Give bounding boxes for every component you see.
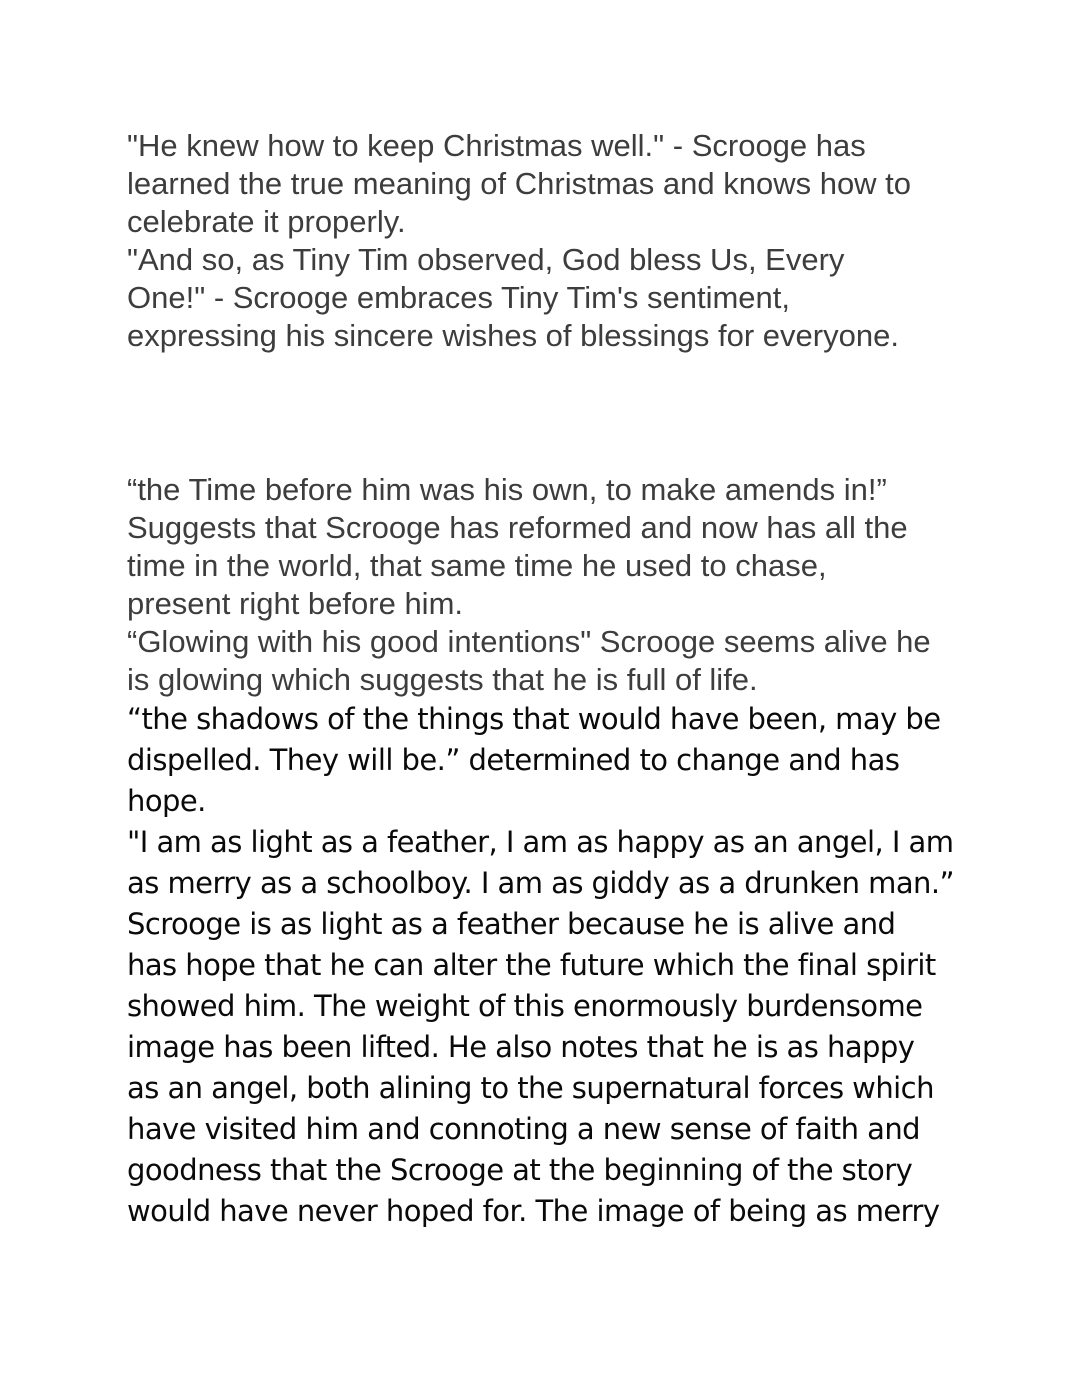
text-line: image has been lifted. He also notes that he is as happy — [127, 1030, 915, 1064]
text-line: present right before him. — [127, 586, 464, 621]
text-line: learned the true meaning of Christmas and knows how to — [127, 166, 912, 201]
text-line: “the shadows of the things that would have been, may be — [127, 702, 941, 736]
text-line: goodness that the Scrooge at the beginning of the story — [127, 1153, 913, 1187]
text-line: have visited him and connoting a new sense of faith and — [127, 1112, 921, 1146]
text-line: One!" - Scrooge embraces Tiny Tim's sentiment, — [127, 280, 791, 315]
text-line: expressing his sincere wishes of blessings for everyone. — [127, 318, 899, 353]
text-line: as an angel, both alining to the supernatural forces which — [127, 1071, 934, 1105]
text-line: hope. — [127, 784, 206, 818]
text-line: “the Time before him was his own, to make amends in!” — [127, 472, 887, 507]
text-line: showed him. The weight of this enormously burdensome — [127, 989, 923, 1023]
text-line: time in the world, that same time he used to chase, — [127, 548, 827, 583]
text-line: celebrate it properly. — [127, 204, 406, 239]
text-line: “Glowing with his good intentions" Scrooge seems alive he — [127, 624, 931, 659]
text-line: "He knew how to keep Christmas well." - Scrooge has — [127, 128, 866, 163]
text-line: "I am as light as a feather, I am as happy as an angel, I am — [127, 825, 954, 859]
text-line: Scrooge is as light as a feather because he is alive and — [127, 907, 896, 941]
text-line: as merry as a schoolboy. I am as giddy as a drunken man.” — [127, 866, 955, 900]
text-line: Suggests that Scrooge has reformed and now has all the — [127, 510, 908, 545]
text-line: is glowing which suggests that he is full of life. — [127, 662, 758, 697]
text-line: has hope that he can alter the future which the final spirit — [127, 948, 936, 982]
text-line: dispelled. They will be.” determined to change and has — [127, 743, 900, 777]
text-line: "And so, as Tiny Tim observed, God bless Us, Every — [127, 242, 845, 277]
text-line: would have never hoped for. The image of being as merry — [127, 1194, 940, 1228]
